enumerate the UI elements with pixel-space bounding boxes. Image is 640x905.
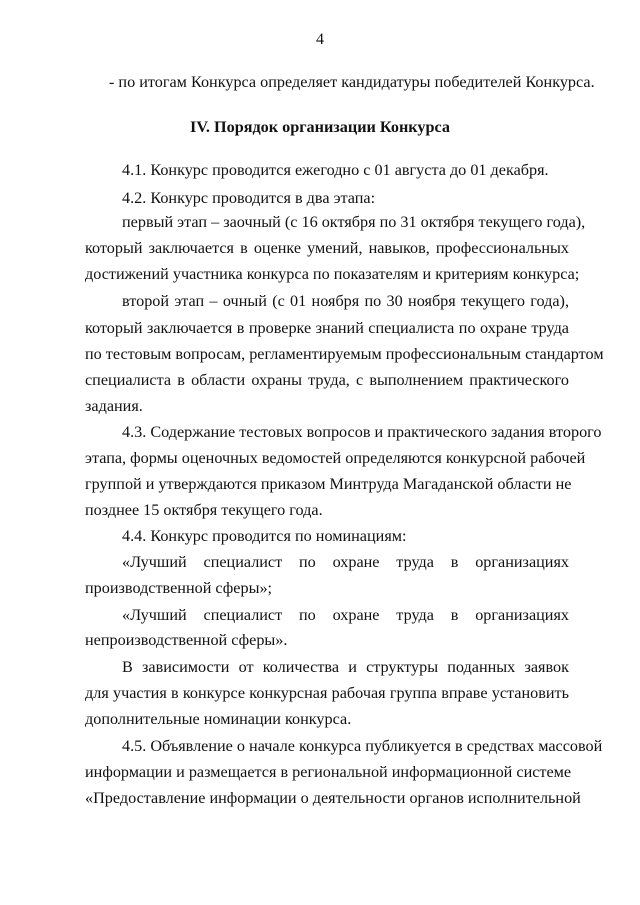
text-line: задания.: [85, 397, 143, 415]
text-line: достижений участника конкурса по показателям и критериям конкурса;: [85, 265, 580, 283]
text-line: непроизводственной сферы».: [85, 631, 288, 649]
text-line: второй этап – очный (с 01 ноября по 30 ноября текущего года),: [122, 292, 569, 310]
text-line: - по итогам Конкурса определяет кандидатуры победителей Конкурса.: [109, 73, 595, 91]
text-line: «Лучший специалист по охране труда в организациях: [122, 553, 569, 571]
text-line: по тестовым вопросам, регламентируемым профессиональным стандартом: [85, 345, 604, 363]
text-line: этапа, формы оценочных ведомостей определяются конкурсной рабочей: [85, 449, 586, 467]
section-title: IV. Порядок организации Конкурса: [190, 118, 450, 136]
text-line: позднее 15 октября текущего года.: [85, 501, 323, 519]
text-line: информации и размещается в региональной информационной системе: [85, 763, 572, 781]
text-line: для участия в конкурсе конкурсная рабочая группа вправе установить: [85, 684, 569, 702]
text-line: В зависимости от количества и структуры поданных заявок: [122, 658, 569, 676]
text-line: 4.5. Объявление о начале конкурса публикуется в средствах массовой: [122, 737, 603, 755]
text-line: дополнительные номинации конкурса.: [85, 710, 352, 728]
text-line: первый этап – заочный (с 16 октября по 31 октября текущего года),: [122, 213, 586, 231]
text-line: 4.4. Конкурс проводится по номинациям:: [122, 527, 407, 545]
text-line: «Лучший специалист по охране труда в организациях: [122, 606, 569, 624]
text-line: 4.2. Конкурс проводится в два этапа:: [122, 189, 376, 207]
text-line: группой и утверждаются приказом Минтруда Магаданской области не: [85, 475, 572, 493]
text-line: который заключается в оценке умений, навыков, профессиональных: [85, 239, 569, 257]
text-line: 4.1. Конкурс проводится ежегодно с 01 августа до 01 декабря.: [122, 161, 549, 179]
page-number: 4: [316, 31, 324, 48]
text-line: специалиста в области охраны труда, с выполнением практического: [85, 371, 569, 389]
text-line: производственной сферы»;: [85, 579, 273, 597]
text-line: который заключается в проверке знаний специалиста по охране труда: [85, 319, 569, 337]
text-line: «Предоставление информации о деятельности органов исполнительной: [85, 789, 581, 807]
text-line: 4.3. Содержание тестовых вопросов и практического задания второго: [122, 423, 602, 441]
